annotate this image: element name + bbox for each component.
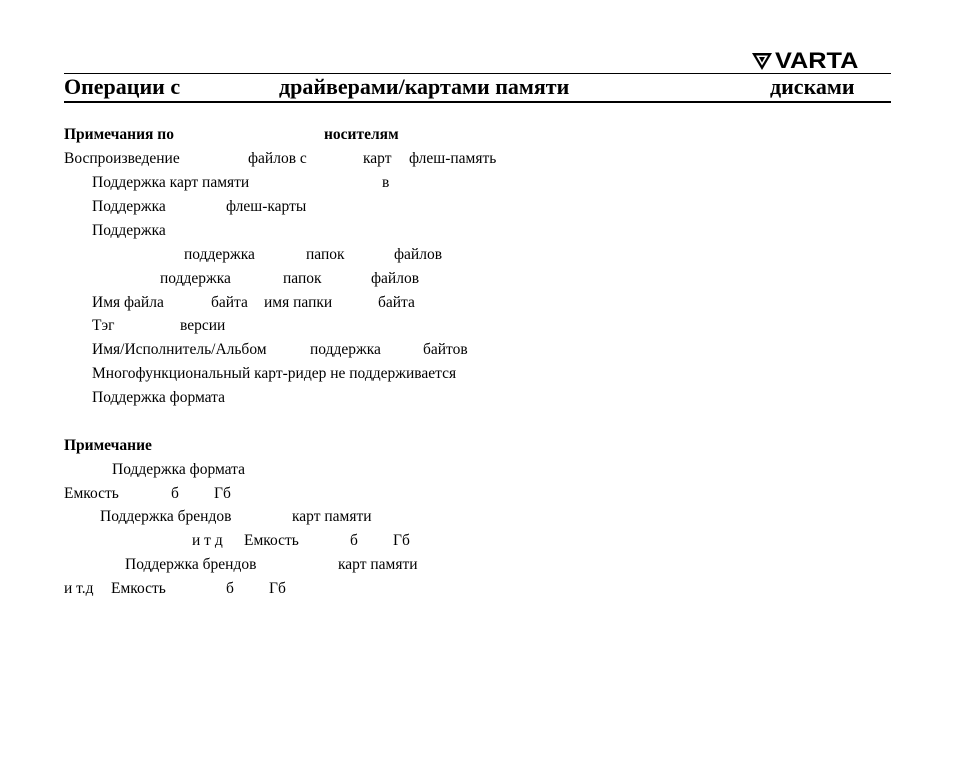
s1-l6-w2: файлов [371,270,420,287]
s1-l8-w1: версии [180,317,226,334]
s1-l7-w1: байта [211,294,248,311]
s1-l3-w0: Поддержка [92,198,166,215]
s1-l7-w3: байта [378,294,415,311]
page-title-part3: дисками [770,74,855,99]
s1-l1-w3: флеш-память [409,150,497,167]
s1-l6-w1: папок [283,270,322,287]
s1-l2-w0: Поддержка карт памяти [92,174,250,191]
section2-title: Примечание [64,437,152,454]
s2-l6-w1: Емкость [111,580,166,597]
s1-l4-w0: Поддержка [92,222,166,239]
s2-l3-w1: карт памяти [292,508,372,525]
s1-l2-w1: в [382,174,390,191]
s2-l5-w0: Поддержка брендов [125,556,257,573]
s2-l1-w0: Поддержка формата [112,461,245,478]
section1-title-b: носителям [324,126,399,143]
page-title-part1: Операции с [64,74,181,99]
s1-l11-w0: Поддержка формата [92,389,225,406]
page-title-part2: драйверами/картами памяти [279,74,570,99]
s2-l2-w0: Емкость [64,485,119,502]
s1-l5-w1: папок [306,246,345,263]
s1-l1-w0: Воспроизведение [64,150,180,167]
s1-l1-w1: файлов с [248,150,307,167]
s2-l6-w0: и т.д [64,580,94,597]
s2-l4-w1: Емкость [244,532,299,549]
varta-logo [751,50,893,72]
s1-l7-w2: имя папки [264,294,333,311]
s1-l5-w2: файлов [394,246,443,263]
s2-l6-w3: Гб [269,580,286,597]
s1-l5-w0: поддержка [184,246,255,263]
s1-l6-w0: поддержка [160,270,231,287]
s2-l2-w1: б [171,485,179,502]
s1-l9-w1: поддержка [310,341,381,358]
s1-l9-w2: байтов [423,341,468,358]
s1-l1-w2: карт [363,150,392,167]
s2-l4-w3: Гб [393,532,410,549]
s2-l4-w0: и т д [192,532,223,549]
s1-l7-w0: Имя файла [92,294,164,311]
section1-title-a: Примечания по [64,126,174,143]
s2-l3-w0: Поддержка брендов [100,508,232,525]
heading-rule-bottom [64,101,891,103]
s2-l6-w2: б [226,580,234,597]
varta-logo-text: VARTA [775,48,859,73]
s1-l8-w0: Тэг [92,317,115,334]
s2-l5-w1: карт памяти [338,556,418,573]
s1-l9-w0: Имя/Исполнитель/Альбом [92,341,267,358]
s1-l3-w1: флеш-карты [226,198,307,215]
s2-l2-w2: Гб [214,485,231,502]
s2-l4-w2: б [350,532,358,549]
s1-l10-w0: Многофункциональный карт-ридер не поддерживается [92,365,457,382]
varta-shield-icon [751,51,773,71]
